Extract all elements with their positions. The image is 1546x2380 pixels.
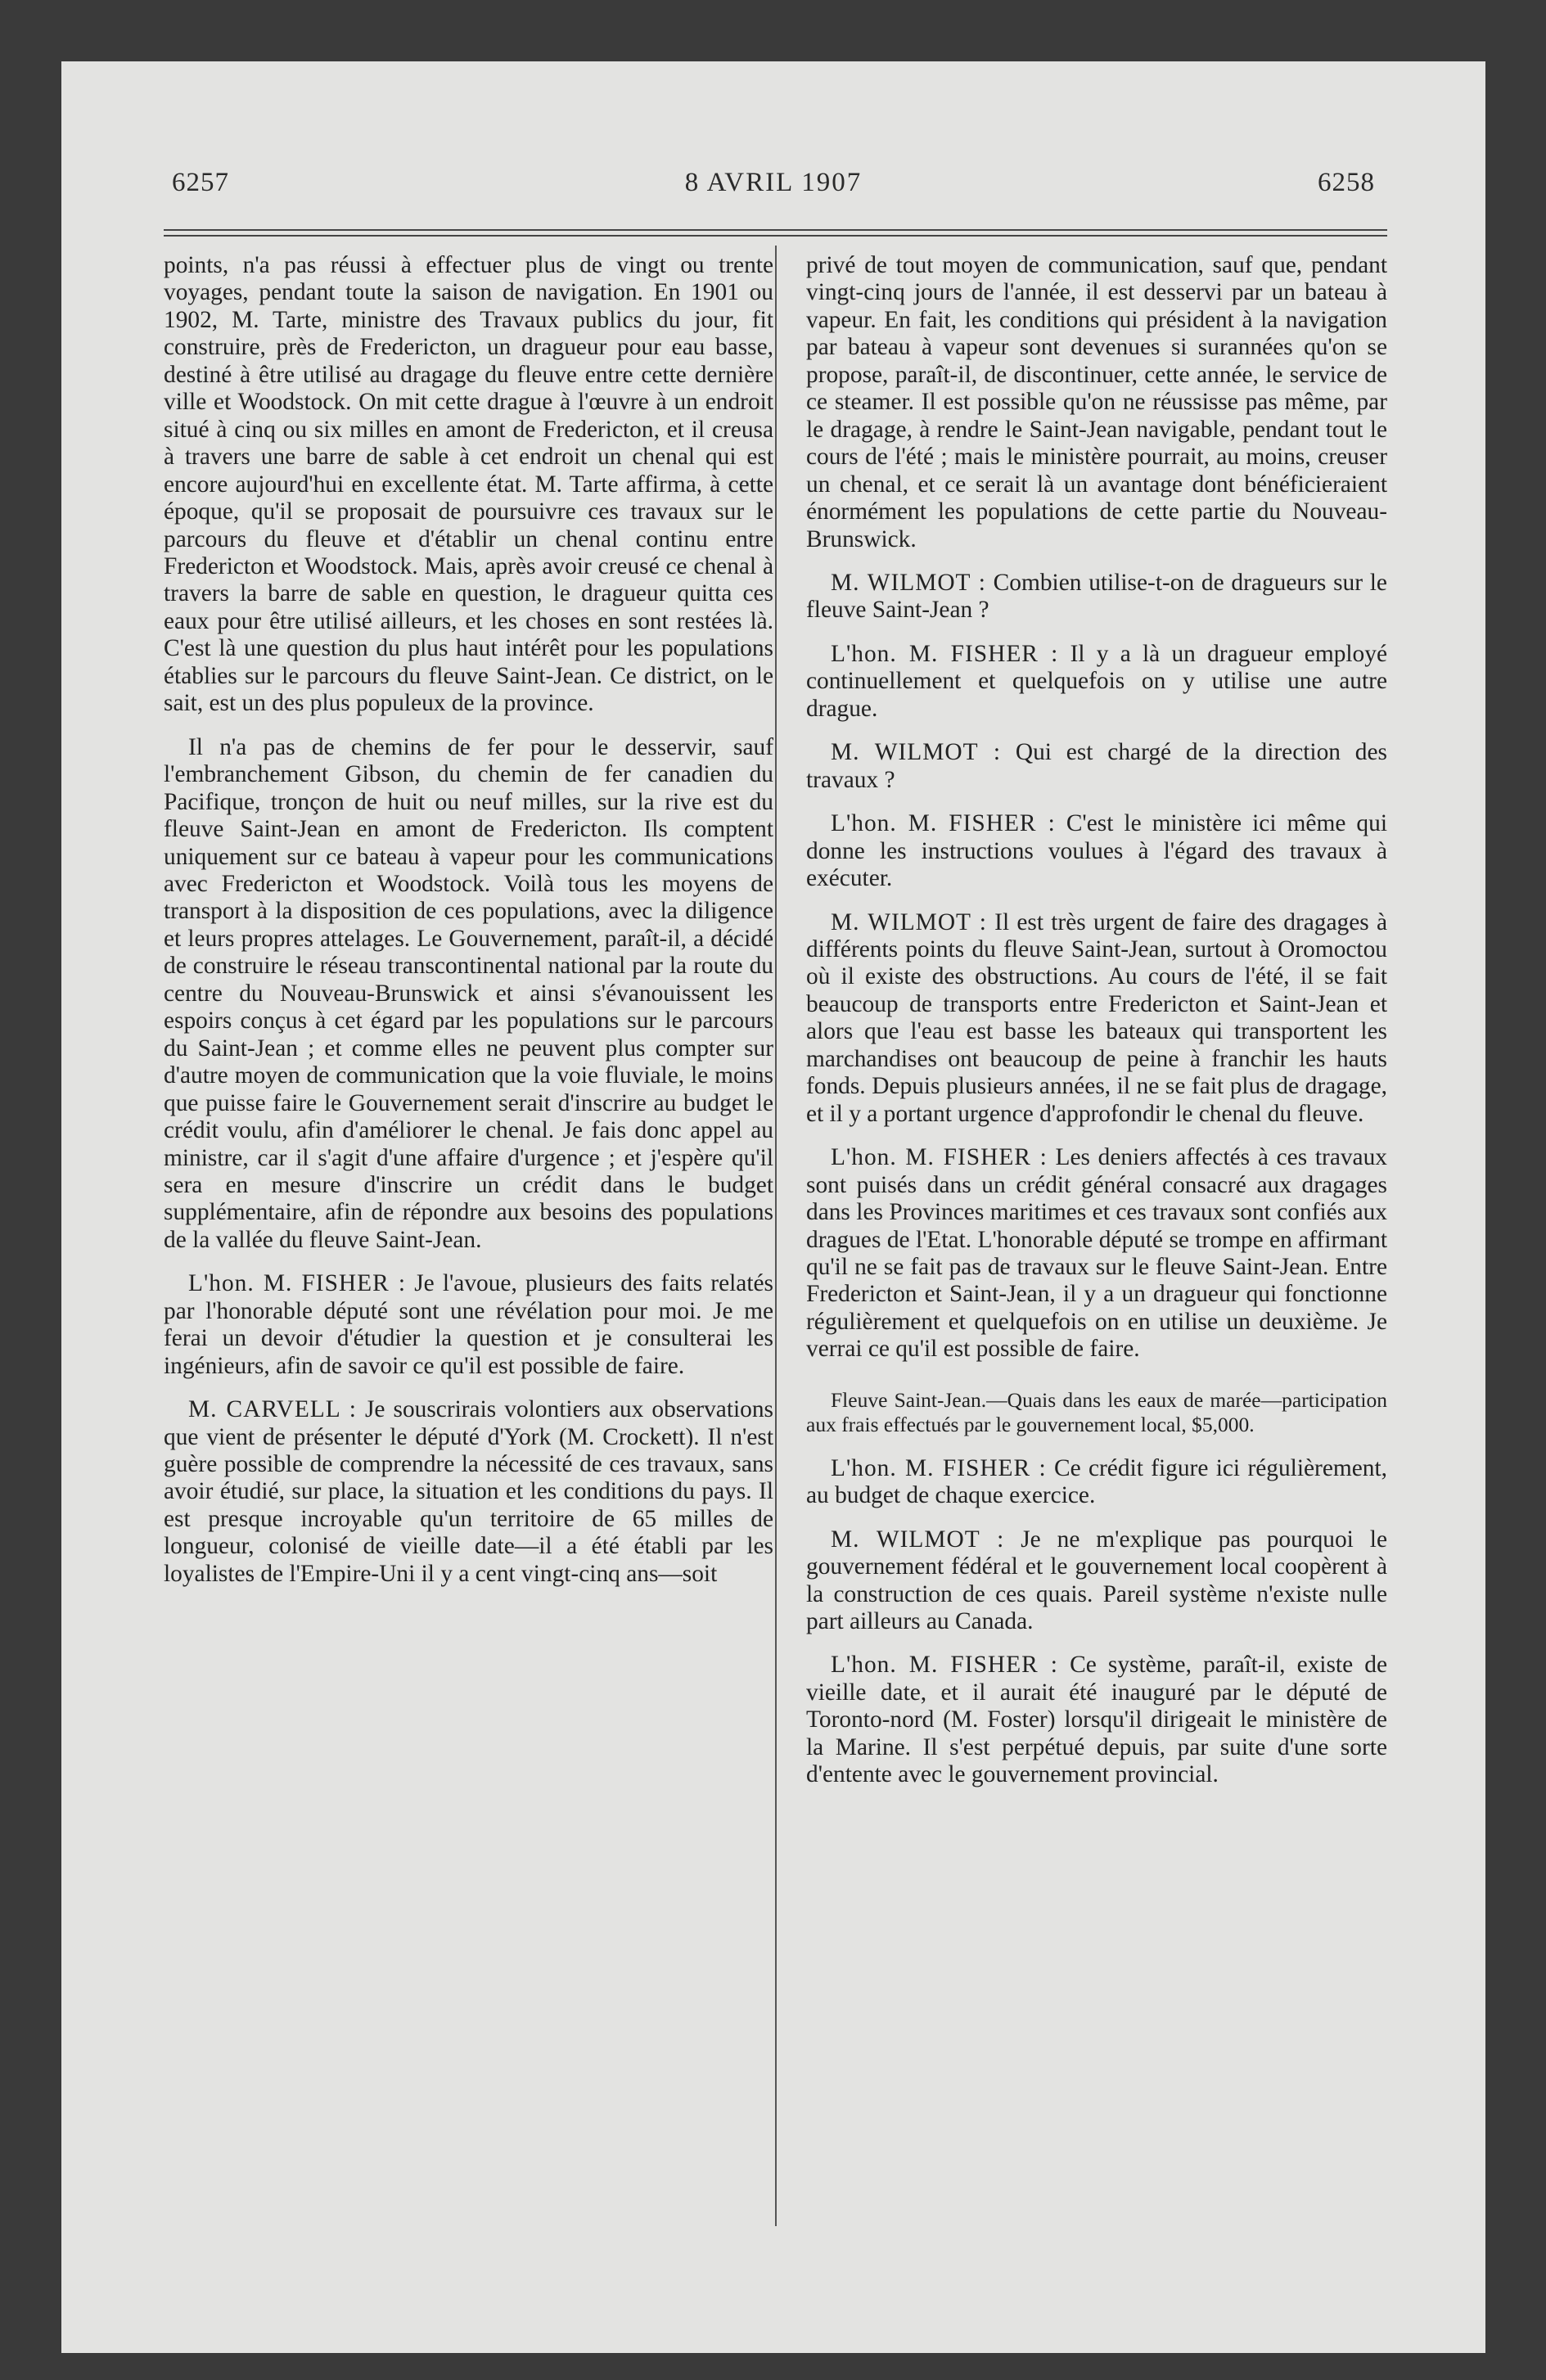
speech: [806, 570, 1387, 624]
paragraph: privé de tout moyen de communication, sauf que, pendant vingt-cinq jours de l'année, il est desservi par un bateau à vapeur. En fait, les conditions qui président à la navigation par bateau à vapeur sont devenues si surannées qu'on se propose, paraît-il, de discontinuer, cette année, le service de ce steamer. Il est possible qu'on ne réussisse pas même, par le dragage, à rendre le Saint-Jean navigable, pendant tout le cours de l'été ; mais le ministère pourrait, au moins, creuser un chenal, et ce serait là un avantage dont bénéficieraient énormément les populations de cette partie du Nouveau-Brunswick.: [806, 252, 1387, 552]
speech-text: Je ne m'explique pas pourquoi le gouvernement fédéral et le gouvernement local coopèrent à la construction de ces quais. Pareil système n'existe nulle part ailleurs au Canada.: [806, 1526, 1387, 1635]
speaker-name: M. WILMOT :: [831, 1526, 1005, 1553]
speech: [806, 1652, 1387, 1788]
paragraph: points, n'a pas réussi à effectuer plus de vingt ou trente voyages, pendant toute la saison de navigation. En 1901 ou 1902, M. Tarte, ministre des Travaux publics du jour, fit construire, près de Fredericton, un dragueur pour eau basse, destiné à être utilisé au dragage du fleuve entre cette dernière ville et Woodstock. On mit cette drague à l'œuvre à un endroit situé à cinq ou six milles en amont de Fredericton, et il creusa à travers une barre de sable à cet endroit un chenal qui est encore aujourd'hui en excellente état. M. Tarte affirma, à cette époque, qu'il se proposait de poursuivre ces travaux sur le parcours du fleuve et d'établir un chenal continu entre Fredericton et Woodstock. Mais, après avoir creusé ce chenal à travers la barre de sable en question, le dragueur quitta ces eaux pour être utilisé ailleurs, et les choses en sont restées là. C'est là une question du plus haut intérêt pour les populations établies sur le parcours du fleuve Saint-Jean. Ce district, on le sait, est un des plus populeux de la province.: [164, 252, 773, 717]
speaker-name: L'hon. M. FISHER :: [831, 640, 1059, 667]
speech-text: Il y a là un dragueur employé continuellement et quelquefois on y utilise une autre drague.: [806, 640, 1387, 722]
speaker-name: M. WILMOT :: [831, 739, 1002, 766]
speech-text: C'est le ministère ici même qui donne les instructions voulues à l'égard des travaux à exécuter.: [806, 810, 1387, 892]
speech: [164, 1396, 773, 1588]
speech: [164, 1270, 773, 1380]
right-column: [806, 252, 1387, 1805]
speaker-name: M. CARVELL :: [188, 1396, 357, 1423]
speech-text: Qui est chargé de la direction des travaux ?: [806, 739, 1387, 793]
speech: [806, 1455, 1387, 1510]
speech: [806, 1144, 1387, 1364]
speech-text: Je souscrirais volontiers aux observations que vient de présenter le député d'York (M. Crockett). Il n'est guère possible de comprendre la nécessité de ces travaux, sans avoir étudié, sur place, la situation et les conditions du pays. Il est presque incroyable qu'un territoire de 65 milles de longueur, colonisé de vieille date—il a été établi par les loyalistes de l'Empire-Uni il y a cent vingt-cinq ans—soit: [164, 1396, 773, 1587]
paragraph: Il n'a pas de chemins de fer pour le desservir, sauf l'embranchement Gibson, du chemin de fer canadien du Pacifique, tronçon de huit ou neuf milles, sur la rive est du fleuve Saint-Jean en amont de Fredericton. Ils comptent uniquement sur ce bateau à vapeur pour les communications avec Fredericton et Woodstock. Voilà tous les moyens de transport à la disposition de ces populations, avec la diligence et leurs propres attelages. Le Gouvernement, paraît-il, a décidé de construire le réseau transcontinental national par la route du centre du Nouveau-Brunswick et ainsi s'évanouissent les espoirs conçus à cet égard par les populations sur le parcours du Saint-Jean ; et comme elles ne peuvent plus compter sur d'autre moyen de communication que la voie fluviale, le moins que puisse faire le Gouvernement serait d'inscrire au budget le crédit voulu, afin d'améliorer le chenal. Je fais donc appel au ministre, car il s'agit d'une affaire d'urgence ; et j'espère qu'il sera en mesure d'inscrire un crédit dans le budget supplémentaire, afin de répondre aux besoins des populations de la vallée du fleuve Saint-Jean.: [164, 733, 773, 1253]
speaker-name: M. WILMOT :: [831, 569, 986, 596]
page-number-right: 6258: [1318, 168, 1375, 197]
speech-text: Combien utilise-t-on de dragueurs sur le fleuve Saint-Jean ?: [806, 569, 1387, 624]
budget-item: Fleuve Saint-Jean.—Quais dans les eaux de marée—participation aux frais effectués par le gouvernement local, $5,000.: [806, 1387, 1387, 1436]
header-rule-bottom: [164, 235, 1387, 237]
page-number-left: 6257: [172, 168, 229, 197]
page-date-title: 8 AVRIL 1907: [684, 168, 863, 197]
speech-text: Je l'avoue, plusieurs des faits relatés par l'honorable député sont une révélation pour moi. Je me ferai un devoir d'étudier la question et je consulterai les ingénieurs, afin de savoir ce qu'il est possible de faire.: [164, 1270, 773, 1379]
speech: [806, 641, 1387, 723]
header-rule-top: [164, 229, 1387, 231]
speech-text: Il est très urgent de faire des dragages à différents points du fleuve Saint-Jean, surtout à Oromoctou où il existe des obstructions. Au cours de l'été, il se fait beaucoup de transports entre Fredericton et Saint-Jean et alors que l'eau est basse les bateaux qui transportent les marchandises ont beaucoup de peine à franchir les hauts fonds. Depuis plusieurs années, il ne se fait plus de dragage, et il y a portant urgence d'approfondir le chenal du fleuve.: [806, 908, 1387, 1127]
speech: [806, 909, 1387, 1129]
scanned-page: [61, 61, 1485, 2353]
speech: [806, 810, 1387, 892]
speech-text: Ce système, paraît-il, existe de vieille date, et il aurait été inauguré par le député de Toronto-nord (M. Foster) lorsqu'il dirigeait le ministère de la Marine. Il s'est perpétué depuis, par suite d'une sorte d'entente avec le gouvernement provincial.: [806, 1652, 1387, 1788]
speaker-name: L'hon. M. FISHER :: [188, 1270, 407, 1297]
speaker-name: L'hon. M. FISHER :: [831, 810, 1056, 837]
speaker-name: L'hon. M. FISHER :: [831, 1144, 1048, 1171]
speaker-name: L'hon. M. FISHER :: [831, 1454, 1047, 1481]
speaker-name: L'hon. M. FISHER :: [831, 1652, 1058, 1679]
speech: [806, 1526, 1387, 1636]
speaker-name: M. WILMOT :: [831, 908, 987, 935]
speech-text: Les deniers affectés à ces travaux sont puisés dans un crédit général consacré aux dragages dans les Provinces maritimes et ces travaux sont confiés aux dragues de l'Etat. L'honorable député se trompe en affirmant qu'il ne se fait pas de travaux sur le fleuve Saint-Jean. Entre Fredericton et Saint-Jean, il y a un dragueur qui fonctionne régulièrement et quelquefois on en utilise un deuxième. Je verrai ce qu'il est possible de faire.: [806, 1144, 1387, 1363]
speech: [806, 739, 1387, 794]
column-divider: [775, 246, 777, 2226]
speech-text: Ce crédit figure ici régulièrement, au budget de chaque exercice.: [806, 1454, 1387, 1509]
left-column: [164, 252, 773, 1604]
